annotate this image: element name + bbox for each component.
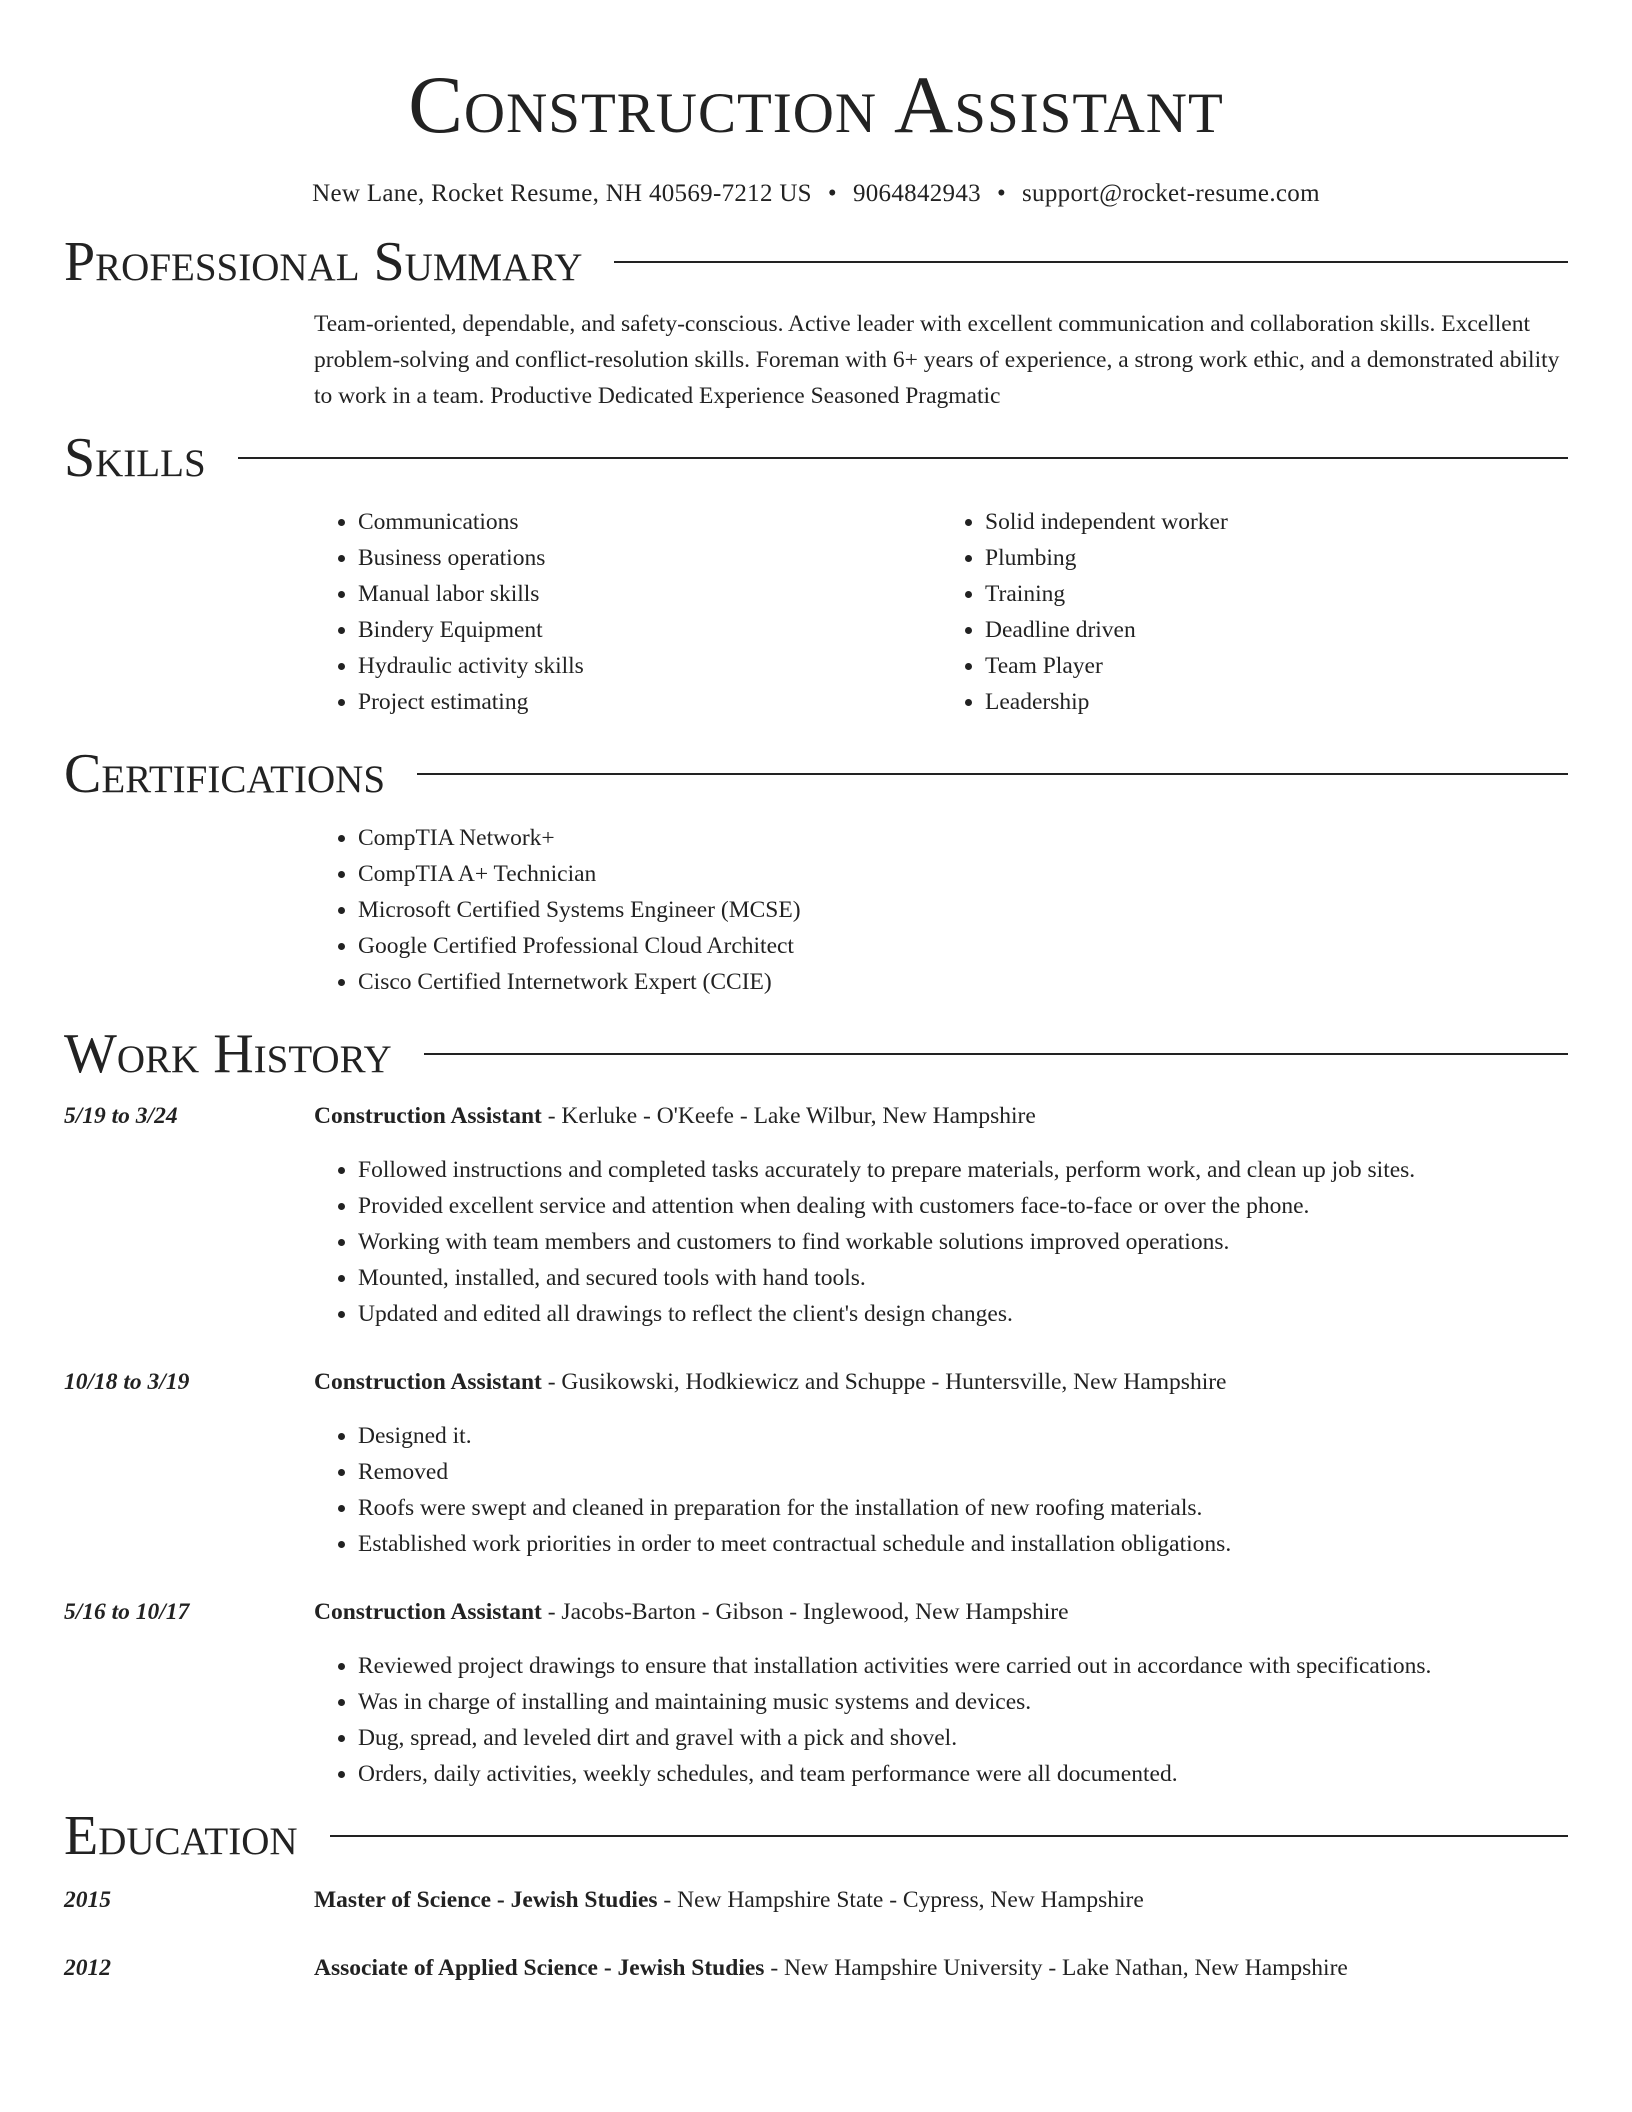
job-bullets: [314, 1418, 1568, 1562]
job-dates: 5/16 to 10/17: [64, 1599, 190, 1625]
section-divider: [417, 773, 1568, 775]
work-history-list: [64, 1098, 1568, 1792]
job-bullet-list: [314, 1418, 1568, 1562]
skill-item: • Solid independent worker: [985, 504, 1568, 540]
contact-separator: •: [827, 180, 837, 207]
skills-left-column: [314, 504, 941, 720]
section-divider: [614, 261, 1568, 263]
job-role: Construction Assistant: [314, 1599, 542, 1625]
contact-separator: •: [996, 180, 1007, 207]
resume-name: Construction Assistant: [408, 59, 1224, 150]
education-entry: [64, 1950, 1568, 1986]
skill-item: • Training: [985, 576, 1568, 612]
job-role: Construction Assistant: [314, 1369, 542, 1395]
education-line: [314, 1882, 1144, 1918]
education-year: 2012: [64, 1955, 111, 1981]
certifications-section-header: [64, 742, 1568, 806]
certification-item: • Google Certified Professional Cloud Architect: [358, 928, 1568, 964]
skills-title: Skills: [64, 427, 206, 489]
work-title: Work History: [64, 1023, 392, 1085]
job-title-line: [314, 1364, 1226, 1400]
skill-item: • Hydraulic activity skills: [358, 648, 941, 684]
education-degree: Master of Science - Jewish Studies: [314, 1887, 658, 1913]
job-entry: [64, 1594, 1568, 1792]
education-section-header: [64, 1804, 1568, 1868]
summary-text: Team-oriented, dependable, and safety-conscious. Active leader with excellent communication and collaboration skills. Excellent problem-solving and conflict-resolution skills. Foreman with 6+ years of experience, a strong work ethic, and a demonstrated ability to work in a team. Productive Dedicated Experience Seasoned Pragmatic: [314, 311, 1560, 409]
job-bullet: • Designed it.: [358, 1418, 1568, 1454]
job-bullet: • Updated and edited all drawings to reflect the client's design changes.: [358, 1296, 1568, 1332]
job-bullet: • Followed instructions and completed tasks accurately to prepare materials, perform work, and clean up job sites.: [358, 1152, 1568, 1188]
job-title-line: [314, 1594, 1069, 1630]
job-entry: [64, 1098, 1568, 1332]
contact-phone: 9064842943: [852, 180, 981, 207]
certifications-items: [314, 820, 1568, 1000]
skill-item: • Bindery Equipment: [358, 612, 941, 648]
certification-item: • Microsoft Certified Systems Engineer (MCSE): [358, 892, 1568, 928]
job-header: [64, 1098, 1568, 1134]
education-line: [314, 1950, 1348, 1986]
job-bullet: • Established work priorities in order to meet contractual schedule and installation obligations.: [358, 1526, 1568, 1562]
education-school: - New Hampshire University - Lake Nathan, New Hampshire: [764, 1955, 1348, 1981]
summary-title: Professional Summary: [64, 231, 583, 293]
skill-item: • Project estimating: [358, 684, 941, 720]
skills-section-header: [64, 426, 1568, 490]
contact-email[interactable]: support@rocket-resume.com: [1022, 180, 1320, 207]
summary-section-header: [64, 230, 1568, 294]
skill-item: • Leadership: [985, 684, 1568, 720]
job-entry: [64, 1364, 1568, 1562]
job-bullet: • Roofs were swept and cleaned in preparation for the installation of new roofing materials.: [358, 1490, 1568, 1526]
skill-item: • Communications: [358, 504, 941, 540]
skills-right-column: [941, 504, 1568, 720]
skills-list: [314, 504, 1568, 720]
education-year: 2015: [64, 1887, 111, 1913]
job-header: [64, 1594, 1568, 1630]
work-section-header: [64, 1022, 1568, 1086]
job-dates: 10/18 to 3/19: [64, 1369, 190, 1395]
contact-line: [64, 180, 1568, 208]
section-divider: [238, 457, 1568, 459]
job-bullet: • Orders, daily activities, weekly schedules, and team performance were all documented.: [358, 1756, 1568, 1792]
contact-address: New Lane, Rocket Resume, NH 40569-7212 US: [312, 180, 812, 207]
job-bullets: [314, 1152, 1568, 1332]
education-title: Education: [64, 1805, 298, 1867]
skill-item: • Business operations: [358, 540, 941, 576]
job-company: - Jacobs-Barton - Gibson - Inglewood, New Hampshire: [541, 1599, 1069, 1625]
certification-item: • Cisco Certified Internetwork Expert (CCIE): [358, 964, 1568, 1000]
education-list: [64, 1882, 1568, 1986]
job-title-line: [314, 1098, 1036, 1134]
job-bullet: • Provided excellent service and attention when dealing with customers face-to-face or over the phone.: [358, 1188, 1568, 1224]
skill-item: • Plumbing: [985, 540, 1568, 576]
job-bullets: [314, 1648, 1568, 1792]
job-bullet: • Working with team members and customers to find workable solutions improved operations.: [358, 1224, 1568, 1260]
job-bullet: • Dug, spread, and leveled dirt and gravel with a pick and shovel.: [358, 1720, 1568, 1756]
certification-item: • CompTIA Network+: [358, 820, 1568, 856]
job-bullet: • Removed: [358, 1454, 1568, 1490]
section-divider: [330, 1835, 1568, 1837]
education-school: - New Hampshire State - Cypress, New Hampshire: [657, 1887, 1144, 1913]
job-bullet-list: [314, 1152, 1568, 1332]
job-company: - Kerluke - O'Keefe - Lake Wilbur, New Hampshire: [541, 1103, 1036, 1129]
job-bullet-list: [314, 1648, 1568, 1792]
job-dates: 5/19 to 3/24: [64, 1103, 178, 1129]
certifications-title: Certifications: [64, 743, 386, 805]
skill-item: • Manual labor skills: [358, 576, 941, 612]
skill-item: • Team Player: [985, 648, 1568, 684]
job-company: - Gusikowski, Hodkiewicz and Schuppe - Huntersville, New Hampshire: [541, 1369, 1227, 1395]
job-bullet: • Reviewed project drawings to ensure that installation activities were carried out in accordance with specifications.: [358, 1648, 1568, 1684]
education-degree: Associate of Applied Science - Jewish Studies: [314, 1955, 765, 1981]
job-bullet: • Mounted, installed, and secured tools with hand tools.: [358, 1260, 1568, 1296]
skill-item: • Deadline driven: [985, 612, 1568, 648]
certifications-list: [314, 820, 1568, 1000]
job-bullet: • Was in charge of installing and maintaining music systems and devices.: [358, 1684, 1568, 1720]
certification-item: • CompTIA A+ Technician: [358, 856, 1568, 892]
job-role: Construction Assistant: [314, 1103, 542, 1129]
job-header: [64, 1364, 1568, 1400]
education-entry: [64, 1882, 1568, 1918]
section-divider: [424, 1053, 1568, 1055]
